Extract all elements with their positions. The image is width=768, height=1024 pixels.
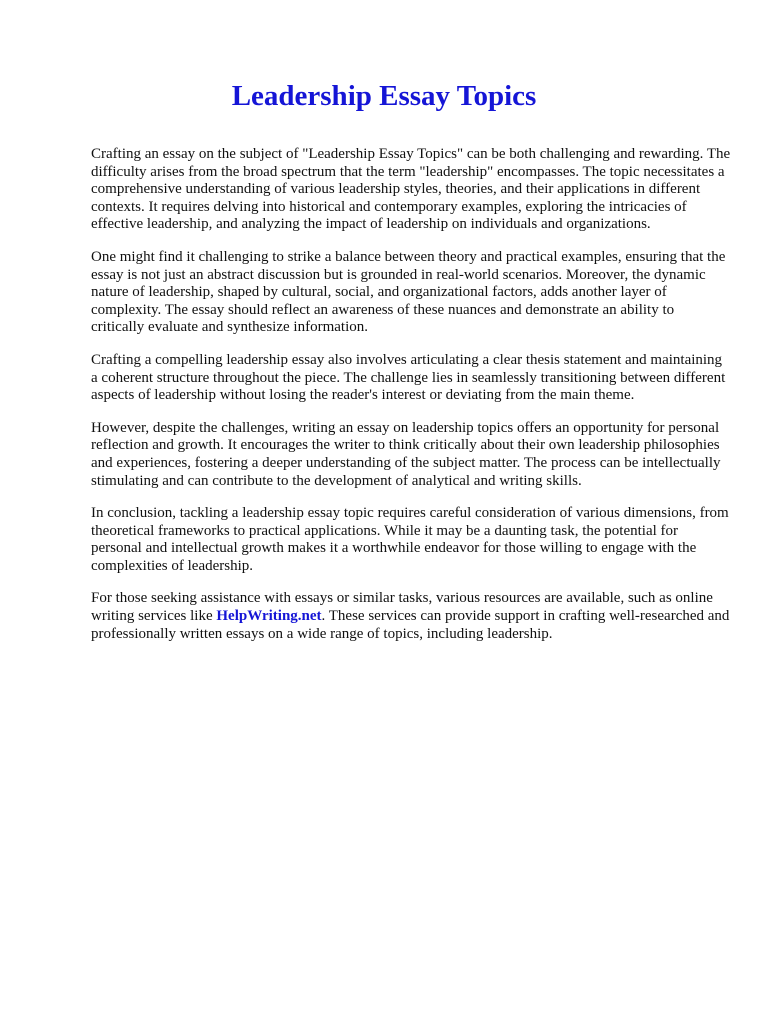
paragraph-6 xyxy=(91,590,731,643)
paragraph-6-text-before-link: For those seeking assistance with essays or similar tasks, various resources are available, such as online writing services like xyxy=(91,590,713,625)
paragraph-2: One might find it challenging to strike a balance between theory and practical examples, ensuring that the essay is not just an abstract discussion but is grounded in real-world scenarios. Moreover, the dynamic nature of leadership, shaped by cultural, social, and organizational factors, adds another layer of complexity. The essay should reflect an awareness of these nuances and demonstrate an ability to critically evaluate and synthesize information. xyxy=(91,248,726,336)
helpwriting-link[interactable]: HelpWriting.net xyxy=(216,608,322,625)
paragraph-6-text-after-link: . These services can provide support in crafting well-researched and professionally written essays on a wide range of topics, including leadership. xyxy=(91,608,730,642)
document-body xyxy=(91,146,731,658)
paragraph-5: In conclusion, tackling a leadership essay topic requires careful consideration of various dimensions, from theoretical frameworks to practical applications. While it may be a daunting task, the potential for personal and intellectual growth makes it a worthwhile endeavor for those willing to engage with the complexities of leadership. xyxy=(91,505,729,574)
paragraph-4: However, despite the challenges, writing an essay on leadership topics offers an opportunity for personal reflection and growth. It encourages the writer to think critically about their own leadership philosophies and experiences, fostering a deeper understanding of the subject matter. The process can be intellectually stimulating and can contribute to the development of analytical and writing skills. xyxy=(91,419,721,489)
paragraph-1: Crafting an essay on the subject of "Leadership Essay Topics" can be both challenging and rewarding. The difficulty arises from the broad spectrum that the term "leadership" encompasses. The topic necessitates a comprehensive understanding of various leadership styles, theories, and their applications in different contexts. It requires delving into historical and contemporary examples, exploring the intricacies of effective leadership, and analyzing the impact of leadership on individuals and organizations. xyxy=(91,146,731,233)
paragraph-3: Crafting a compelling leadership essay also involves articulating a clear thesis statement and maintaining a coherent structure throughout the piece. The challenge lies in seamlessly transitioning between different aspects of leadership without losing the reader's interest or deviating from the main theme. xyxy=(91,351,726,404)
page-title: Leadership Essay Topics xyxy=(231,80,537,112)
